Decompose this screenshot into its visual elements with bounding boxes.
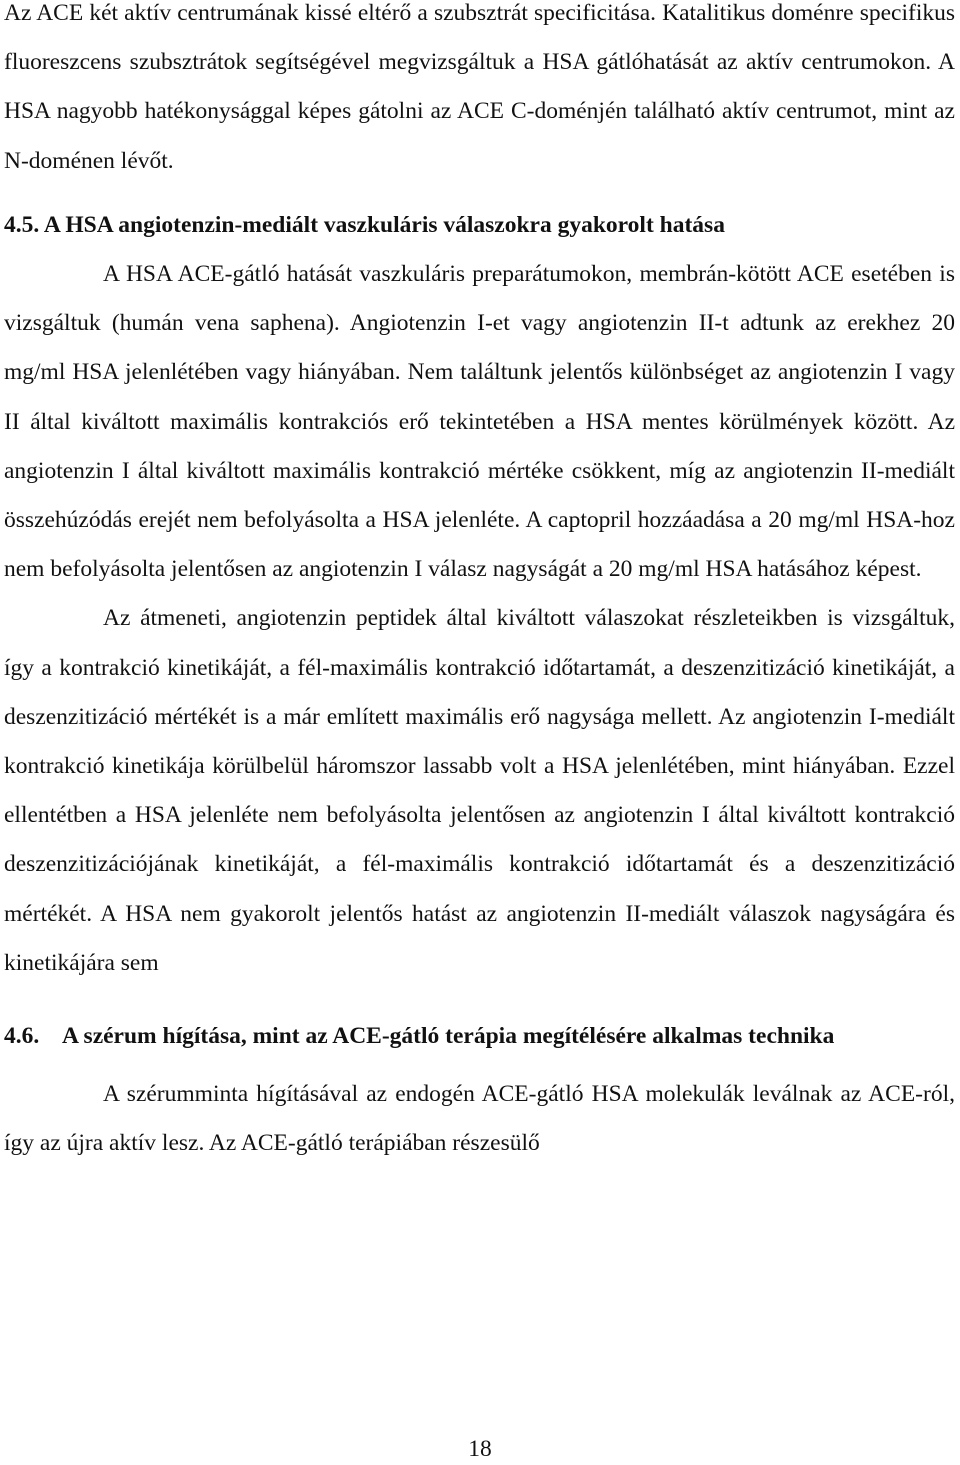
page-number: 18 [468,1436,492,1462]
paragraph-serum-dilution: A szérumminta hígításával az endogén ACE-gátló HSA molekulák leválnak az ACE-ról, így az újra aktív lesz. Az ACE-gátló terápiában részesülő [4,1081,955,1157]
section-number: 4.6. [4,1023,40,1050]
section-heading-4-5: 4.5. A HSA angiotenzin-mediált vaszkuláris válaszokra gyakorolt hatása [4,211,725,238]
paragraph-ace-active-centers: Az ACE két aktív centrumának kissé eltérő a szubsztrát specificitása. Katalitikus doménre specifikus fluoreszcens szubsztrátok segítségével megvizsgáltuk a HSA gátlóhatását az aktív centrumokon. A HSA nagyobb hatékonysággal képes gátolni az ACE C-doménjén található aktív centrumot, mint az N-doménen lévőt. [4,0,955,174]
document-page [4,0,955,1169]
paragraph-transient-responses: Az átmeneti, angiotenzin peptidek által kiváltott válaszokat részleteikben is vizsgáltuk, így a kontrakció kinetikáját, a fél-maximális kontrakció időtartamát, a deszenzitizáció kinetikáját, a deszenzitizáció mértékét is a már említett maximális erő nagysága mellett. Az angiotenzin I-mediált kontrakció kinetikája körülbelül háromszor lassabb volt a HSA jelenlétében, mint hiányában. Ezzel ellentétben a HSA jelenléte nem befolyásolta jelentősen az angiotenzin I által kiváltott kontrakció deszenzitizációjának kinetikáját, a fél-maximális kontrakció időtartamát és a deszenzitizáció mértékét. A HSA nem gyakorolt jelentős hatást az angiotenzin II-mediált válaszok nagyságára és kinetikájára sem [4,605,955,976]
section-title: A szérum hígítása, mint az ACE-gátló terápia megítélésére alkalmas technika [62,1023,835,1050]
section-heading-4-6 [4,1012,955,1061]
paragraph-vascular-preparations: A HSA ACE-gátló hatását vaszkuláris preparátumokon, membrán-kötött ACE esetében is vizsgáltuk (humán vena saphena). Angiotenzin I-et vagy angiotenzin II-t adtunk az erekhez 20 mg/ml HSA jelenlétében vagy hiányában. Nem találtunk jelentős különbséget az angiotenzin I vagy II által kiváltott maximális kontrakciós erő tekintetében a HSA mentes körülmények között. Az angiotenzin I által kiváltott maximális kontrakció mértéke csökkent, míg az angiotenzin II-mediált összehúzódás erejét nem befolyásolta a HSA jelenléte. A captopril hozzáadása a 20 mg/ml HSA-hoz nem befolyásolta jelentősen az angiotenzin I válasz nagyságát a 20 mg/ml HSA hatásához képest. [4,261,955,583]
